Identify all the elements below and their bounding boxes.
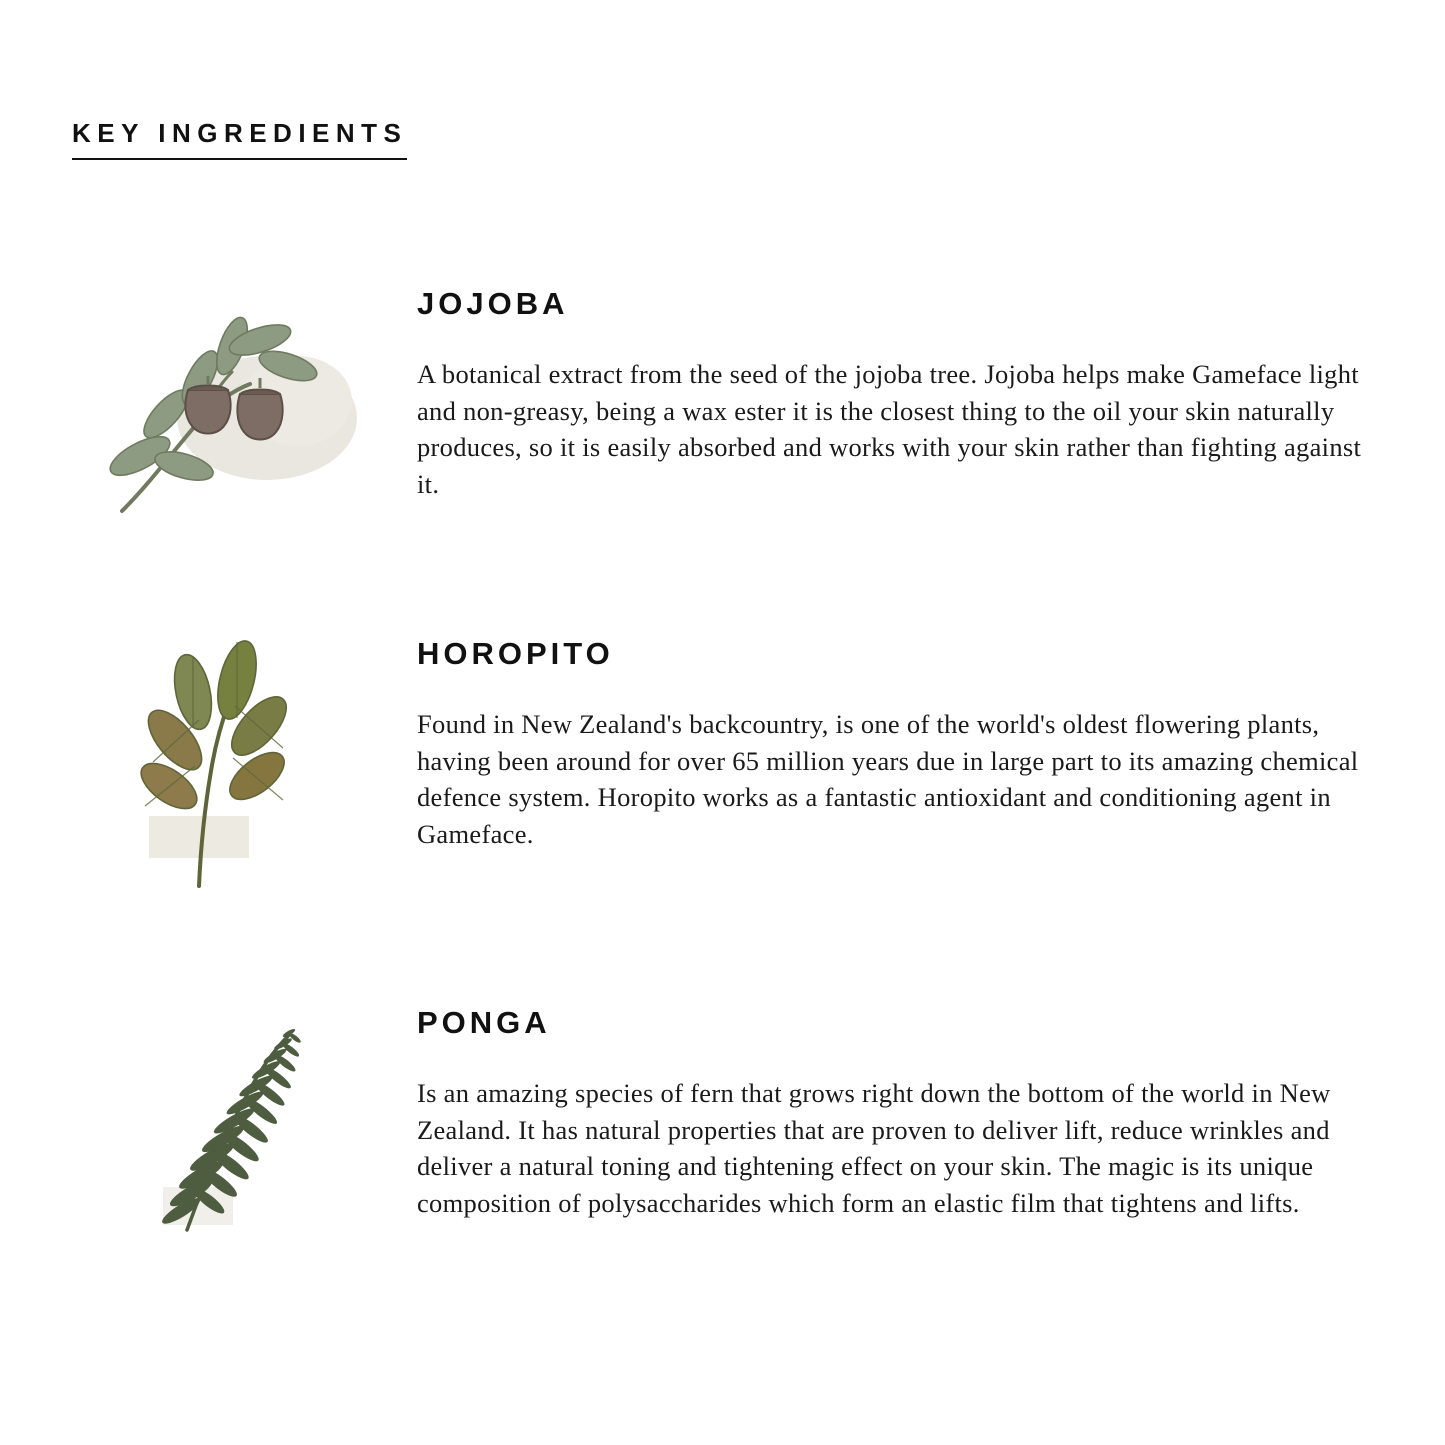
ingredient-description-horopito: Found in New Zealand's backcountry, is one of the world's oldest flowering plants, having been around for over 65 million years due in large part to its amazing chemical defence system. Horopito works as a fantastic antioxidant and conditioning agent in Gameface.: [417, 709, 1359, 849]
jojoba-plant-illustration: [92, 306, 382, 526]
ingredient-name-horopito: HOROPITO: [417, 636, 614, 671]
ingredient-description-jojoba: A botanical extract from the seed of the jojoba tree. Jojoba helps make Gameface light and non-greasy, being a wax ester it is the closest thing to the oil your skin naturally produces, so it is easily absorbed and works with your skin rather than fighting against it.: [417, 359, 1362, 499]
ingredient-body-jojoba: [417, 276, 1382, 502]
ingredient-body-horopito: [417, 626, 1382, 852]
ingredient-figure-ponga: [72, 995, 417, 1275]
horopito-leaf-illustration: [117, 636, 347, 896]
page-title: KEY INGREDIENTS: [72, 118, 407, 160]
ingredient-figure-jojoba: [72, 276, 417, 546]
ingredient-name-ponga: PONGA: [417, 1005, 551, 1040]
ingredient-section-jojoba: [72, 276, 1382, 546]
ingredient-name-jojoba: JOJOBA: [417, 286, 569, 321]
ingredient-section-ponga: [72, 995, 1382, 1275]
ponga-fern-frond-illustration: [117, 1005, 347, 1265]
ingredient-body-ponga: [417, 995, 1382, 1221]
ingredient-figure-horopito: [72, 626, 417, 896]
ingredient-section-horopito: [72, 626, 1382, 896]
ingredient-description-ponga: Is an amazing species of fern that grows right down the bottom of the world in New Zealand. It has natural properties that are proven to deliver lift, reduce wrinkles and deliver a natural toning and tightening effect on your skin. The magic is its unique composition of polysaccharides which form an elastic film that tightens and lifts.: [417, 1078, 1331, 1218]
